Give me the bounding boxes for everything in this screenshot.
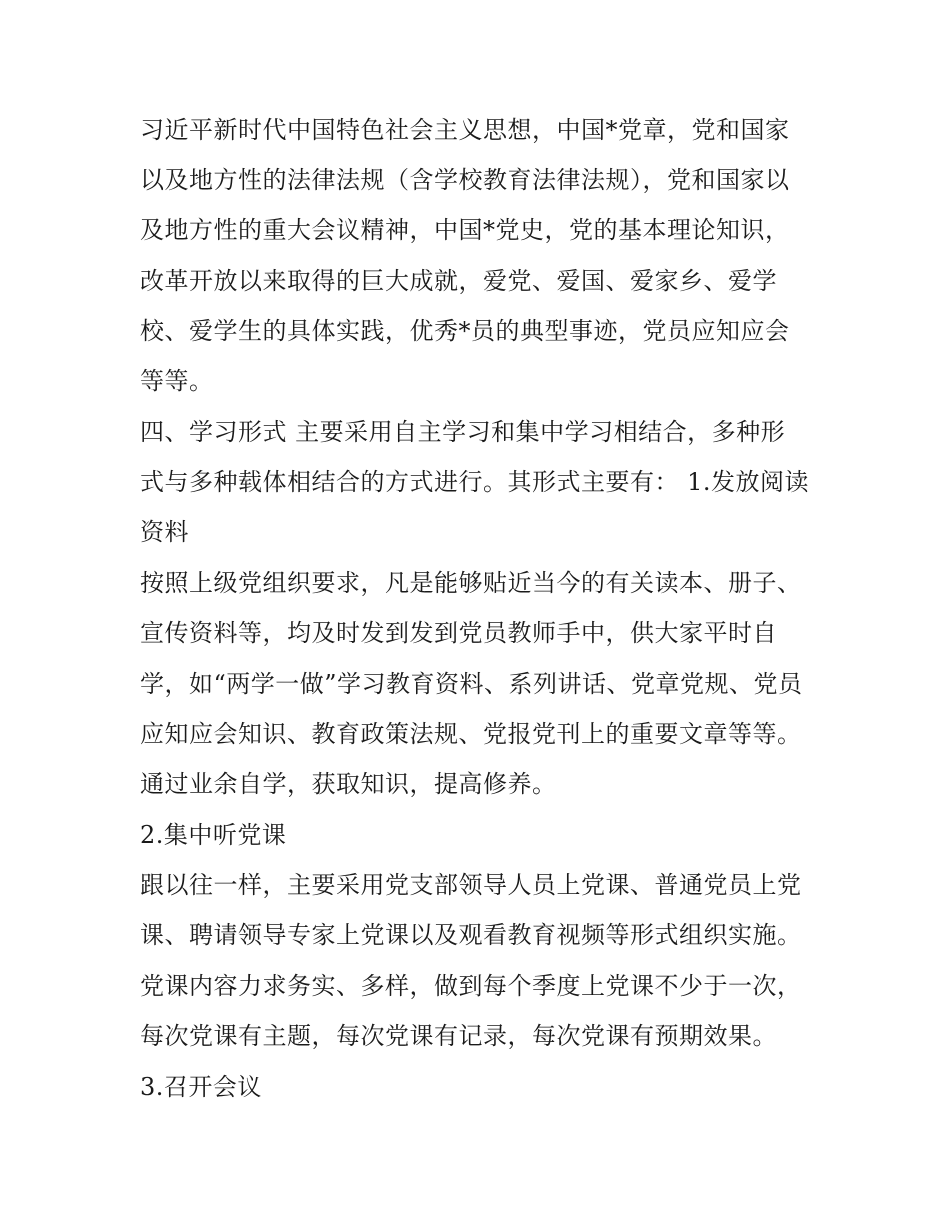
text-line: 按照上级党组织要求，凡是能够贴近当今的有关读本、册子、 — [140, 569, 802, 597]
text-line: 课、聘请领导专家上党课以及观看教育视频等形式组织实施。 — [140, 921, 802, 949]
text-line: 宣传资料等，均及时发到发到党员教师手中，供大家平时自 — [140, 619, 777, 647]
subsection-heading: 3.召开会议 — [140, 1073, 262, 1101]
text-line: 应知应会知识、教育政策法规、党报党刊上的重要文章等等。 — [140, 720, 802, 748]
text-line: 等等。 — [140, 367, 214, 395]
text-line: 习近平新时代中国特色社会主义思想，中国*党章，党和国家 — [140, 116, 790, 144]
text-line: 式与多种载体相结合的方式进行。其形式主要有： 1.发放阅读 — [140, 468, 810, 496]
text-line: 跟以往一样，主要采用党支部领导人员上党课、普通党员上党 — [140, 871, 802, 899]
text-line: 以及地方性的法律法规（含学校教育法律法规），党和国家以 — [140, 166, 790, 194]
text-line: 每次党课有主题，每次党课有记录，每次党课有预期效果。 — [140, 1022, 777, 1050]
section-heading: 四、学习形式 主要采用自主学习和集中学习相结合，多种形 — [140, 418, 786, 446]
text-line: 党课内容力求务实、多样，做到每个季度上党课不少于一次， — [140, 972, 802, 1000]
text-line: 改革开放以来取得的巨大成就，爱党、爱国、爱家乡、爱学 — [140, 267, 777, 295]
text-line: 及地方性的重大会议精神，中国*党史，党的基本理论知识， — [140, 216, 790, 244]
text-line: 资料 — [140, 518, 189, 546]
text-line: 校、爱学生的具体实践，优秀*员的典型事迹，党员应知应会 — [140, 317, 790, 345]
text-line: 学，如“两学一做”学习教育资料、系列讲话、党章党规、党员 — [140, 670, 803, 698]
subsection-heading: 2.集中听党课 — [140, 821, 287, 849]
text-line: 通过业余自学，获取知识，提高修养。 — [140, 770, 557, 798]
